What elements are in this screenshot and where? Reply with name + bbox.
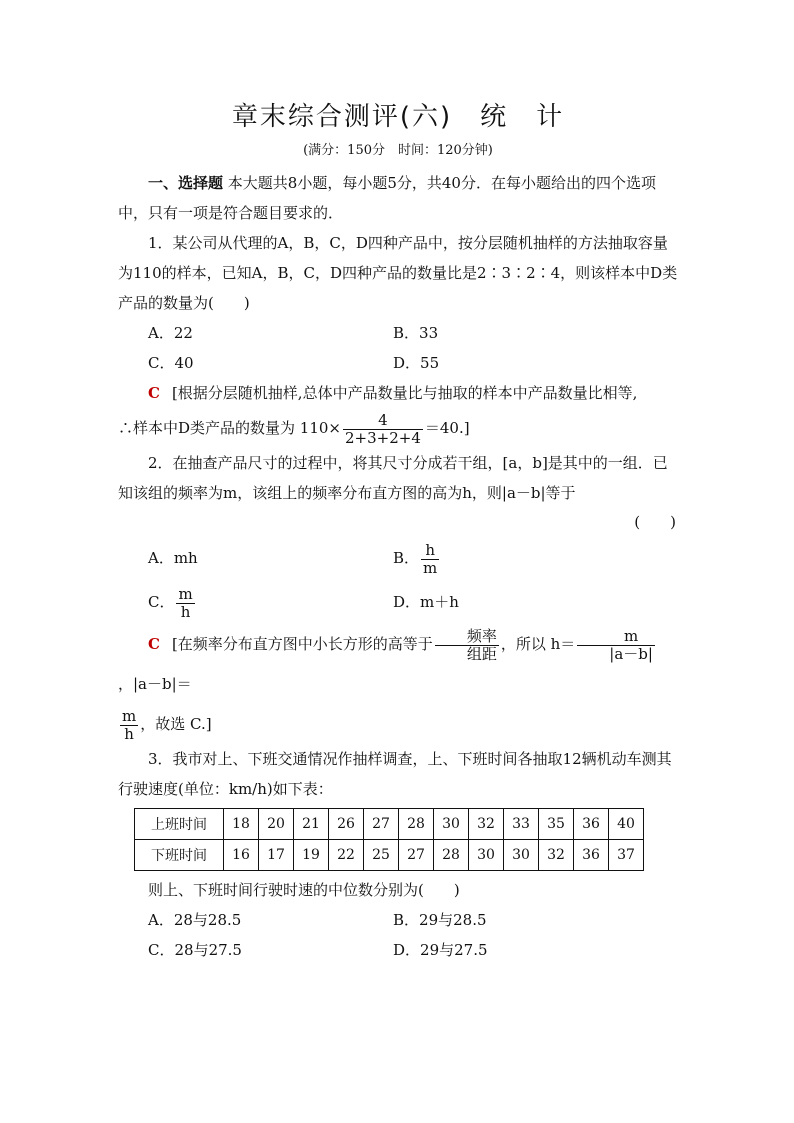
q1-option-d: D．55 xyxy=(393,354,440,372)
q3-option-c: C．28与27.5 xyxy=(148,941,242,959)
q2-option-b xyxy=(393,536,441,580)
table-cell: 30 xyxy=(434,809,469,840)
q2-option-b-num: h xyxy=(421,542,439,560)
table-row-evening xyxy=(135,840,644,871)
table-row-label: 上班时间 xyxy=(135,809,224,840)
q1-fraction-num: 4 xyxy=(343,412,423,430)
q2-solution-f1-den: 组距 xyxy=(466,644,497,663)
q2-option-a: A．mh xyxy=(148,549,198,567)
q2-solution-fraction-3 xyxy=(120,708,138,743)
q1-answer: C xyxy=(148,384,160,402)
q2-solution-tail: ，故选 C.] xyxy=(140,715,212,733)
table-cell: 28 xyxy=(434,840,469,871)
table-cell: 27 xyxy=(364,809,399,840)
table-cell: 30 xyxy=(469,840,504,871)
q1-options-row-2 xyxy=(148,348,678,378)
table-cell: 40 xyxy=(609,809,644,840)
q2-solution-line-2 xyxy=(118,704,678,744)
q3-question: 则上、下班时间行驶时速的中位数分别为( ) xyxy=(148,881,460,899)
document-page xyxy=(118,96,678,965)
q1-solution-text: [根据分层随机抽样,总体中产品数量比与抽取的样本中产品数量比相等, xyxy=(171,384,638,402)
q1-option-b: B．33 xyxy=(393,324,439,342)
q2-solution-end: ，|a－b|＝ xyxy=(118,675,192,693)
table-cell: 20 xyxy=(259,809,294,840)
table-cell: 30 xyxy=(504,840,539,871)
q2-solution-f2-num: m xyxy=(577,628,655,646)
table-row-label: 下班时间 xyxy=(135,840,224,871)
table-cell: 32 xyxy=(539,840,574,871)
q2-answer: C xyxy=(148,635,160,653)
q2-solution-fraction-2 xyxy=(577,628,655,663)
q3-option-a: A．28与28.5 xyxy=(148,911,242,929)
q1-solution-post: ＝40.] xyxy=(424,419,470,437)
table-cell: 28 xyxy=(399,809,434,840)
q2-option-c-num: m xyxy=(178,584,193,603)
table-cell: 32 xyxy=(469,809,504,840)
q2-solution-line-1 xyxy=(118,624,678,704)
q2-solution-mid: ，所以 h＝ xyxy=(500,635,576,653)
q2-option-b-den: m xyxy=(423,558,438,577)
table-cell: 27 xyxy=(399,840,434,871)
q1-solution-line-2 xyxy=(118,408,678,448)
table-cell: 33 xyxy=(504,809,539,840)
table-cell: 16 xyxy=(224,840,259,871)
q2-option-c-label: C． xyxy=(148,593,175,611)
q3-stem: 3．我市对上、下班交通情况作抽样调查，上、下班时间各抽取12辆机动车测其行驶速度(单位：km/h)如下表： xyxy=(118,750,672,798)
q1-option-c: C．40 xyxy=(148,354,194,372)
table-cell: 19 xyxy=(294,840,329,871)
q3-options-row-1 xyxy=(148,905,678,935)
q2-option-c-den: h xyxy=(180,602,191,621)
q2-stem: 2．在抽查产品尺寸的过程中，将其尺寸分成若干组，[a，b]是其中的一组．已知该组的频率为m，该组上的频率分布直方图的高为h，则|a－b|等于 xyxy=(118,454,668,502)
table-cell: 36 xyxy=(574,840,609,871)
q2-options-row-1 xyxy=(148,536,678,580)
speed-table xyxy=(134,808,644,871)
q1-options-row-1 xyxy=(148,318,678,348)
q2-option-d: D．m＋h xyxy=(393,593,459,611)
page-title: 章末综合测评(六) 统 计 xyxy=(231,102,565,132)
q2-solution-f2-den: |a－b| xyxy=(609,644,653,663)
q3-option-b: B．29与28.5 xyxy=(393,911,487,929)
q1-stem: 1．某公司从代理的A，B，C，D四种产品中，按分层随机抽样的方法抽取容量为110的样本，已知A，B，C，D四种产品的数量比是2∶3∶2∶4，则该样本中D类产品的数量为( ) xyxy=(118,234,678,312)
q1-option-a: A．22 xyxy=(148,324,193,342)
q2-solution-pre: [在频率分布直方图中小长方形的高等于 xyxy=(171,635,433,653)
table-cell: 25 xyxy=(364,840,399,871)
table-cell: 36 xyxy=(574,809,609,840)
q1-fraction xyxy=(343,412,423,447)
q1-solution-pre: ∴样本中D类产品的数量为 110× xyxy=(118,419,341,437)
q1-solution-line-1 xyxy=(118,378,678,408)
section-intro xyxy=(118,168,678,228)
table-cell: 35 xyxy=(539,809,574,840)
section-label: 一、选择题 xyxy=(148,174,224,192)
q2-option-b-label: B． xyxy=(393,549,420,567)
q2-option-c-fraction xyxy=(176,586,194,621)
section-text: 本大题共8小题，每小题5分，共40分．在每小题给出的四个选项中，只有一项是符合题目要求的． xyxy=(118,174,656,222)
table-cell: 17 xyxy=(259,840,294,871)
q2-solution-f3-den: h xyxy=(124,724,134,743)
q2-solution-f3-num: m xyxy=(122,706,137,725)
q3-option-d: D．29与27.5 xyxy=(393,941,488,959)
page-subtitle: (满分：150分 时间：120分钟) xyxy=(303,143,493,158)
q2-option-c xyxy=(148,580,393,624)
table-row-morning xyxy=(135,809,644,840)
q3-options-row-2 xyxy=(148,935,678,965)
table-cell: 26 xyxy=(329,809,364,840)
q1-fraction-den: 2+3+2+4 xyxy=(345,428,421,447)
table-cell: 21 xyxy=(294,809,329,840)
q2-option-b-fraction xyxy=(421,542,439,577)
table-cell: 37 xyxy=(609,840,644,871)
q2-solution-f1-num: 频率 xyxy=(435,628,499,646)
table-cell: 18 xyxy=(224,809,259,840)
q2-answer-paren: ( ) xyxy=(634,513,676,531)
q2-solution-fraction-1 xyxy=(435,628,499,663)
table-cell: 22 xyxy=(329,840,364,871)
q2-options-row-2 xyxy=(148,580,678,624)
